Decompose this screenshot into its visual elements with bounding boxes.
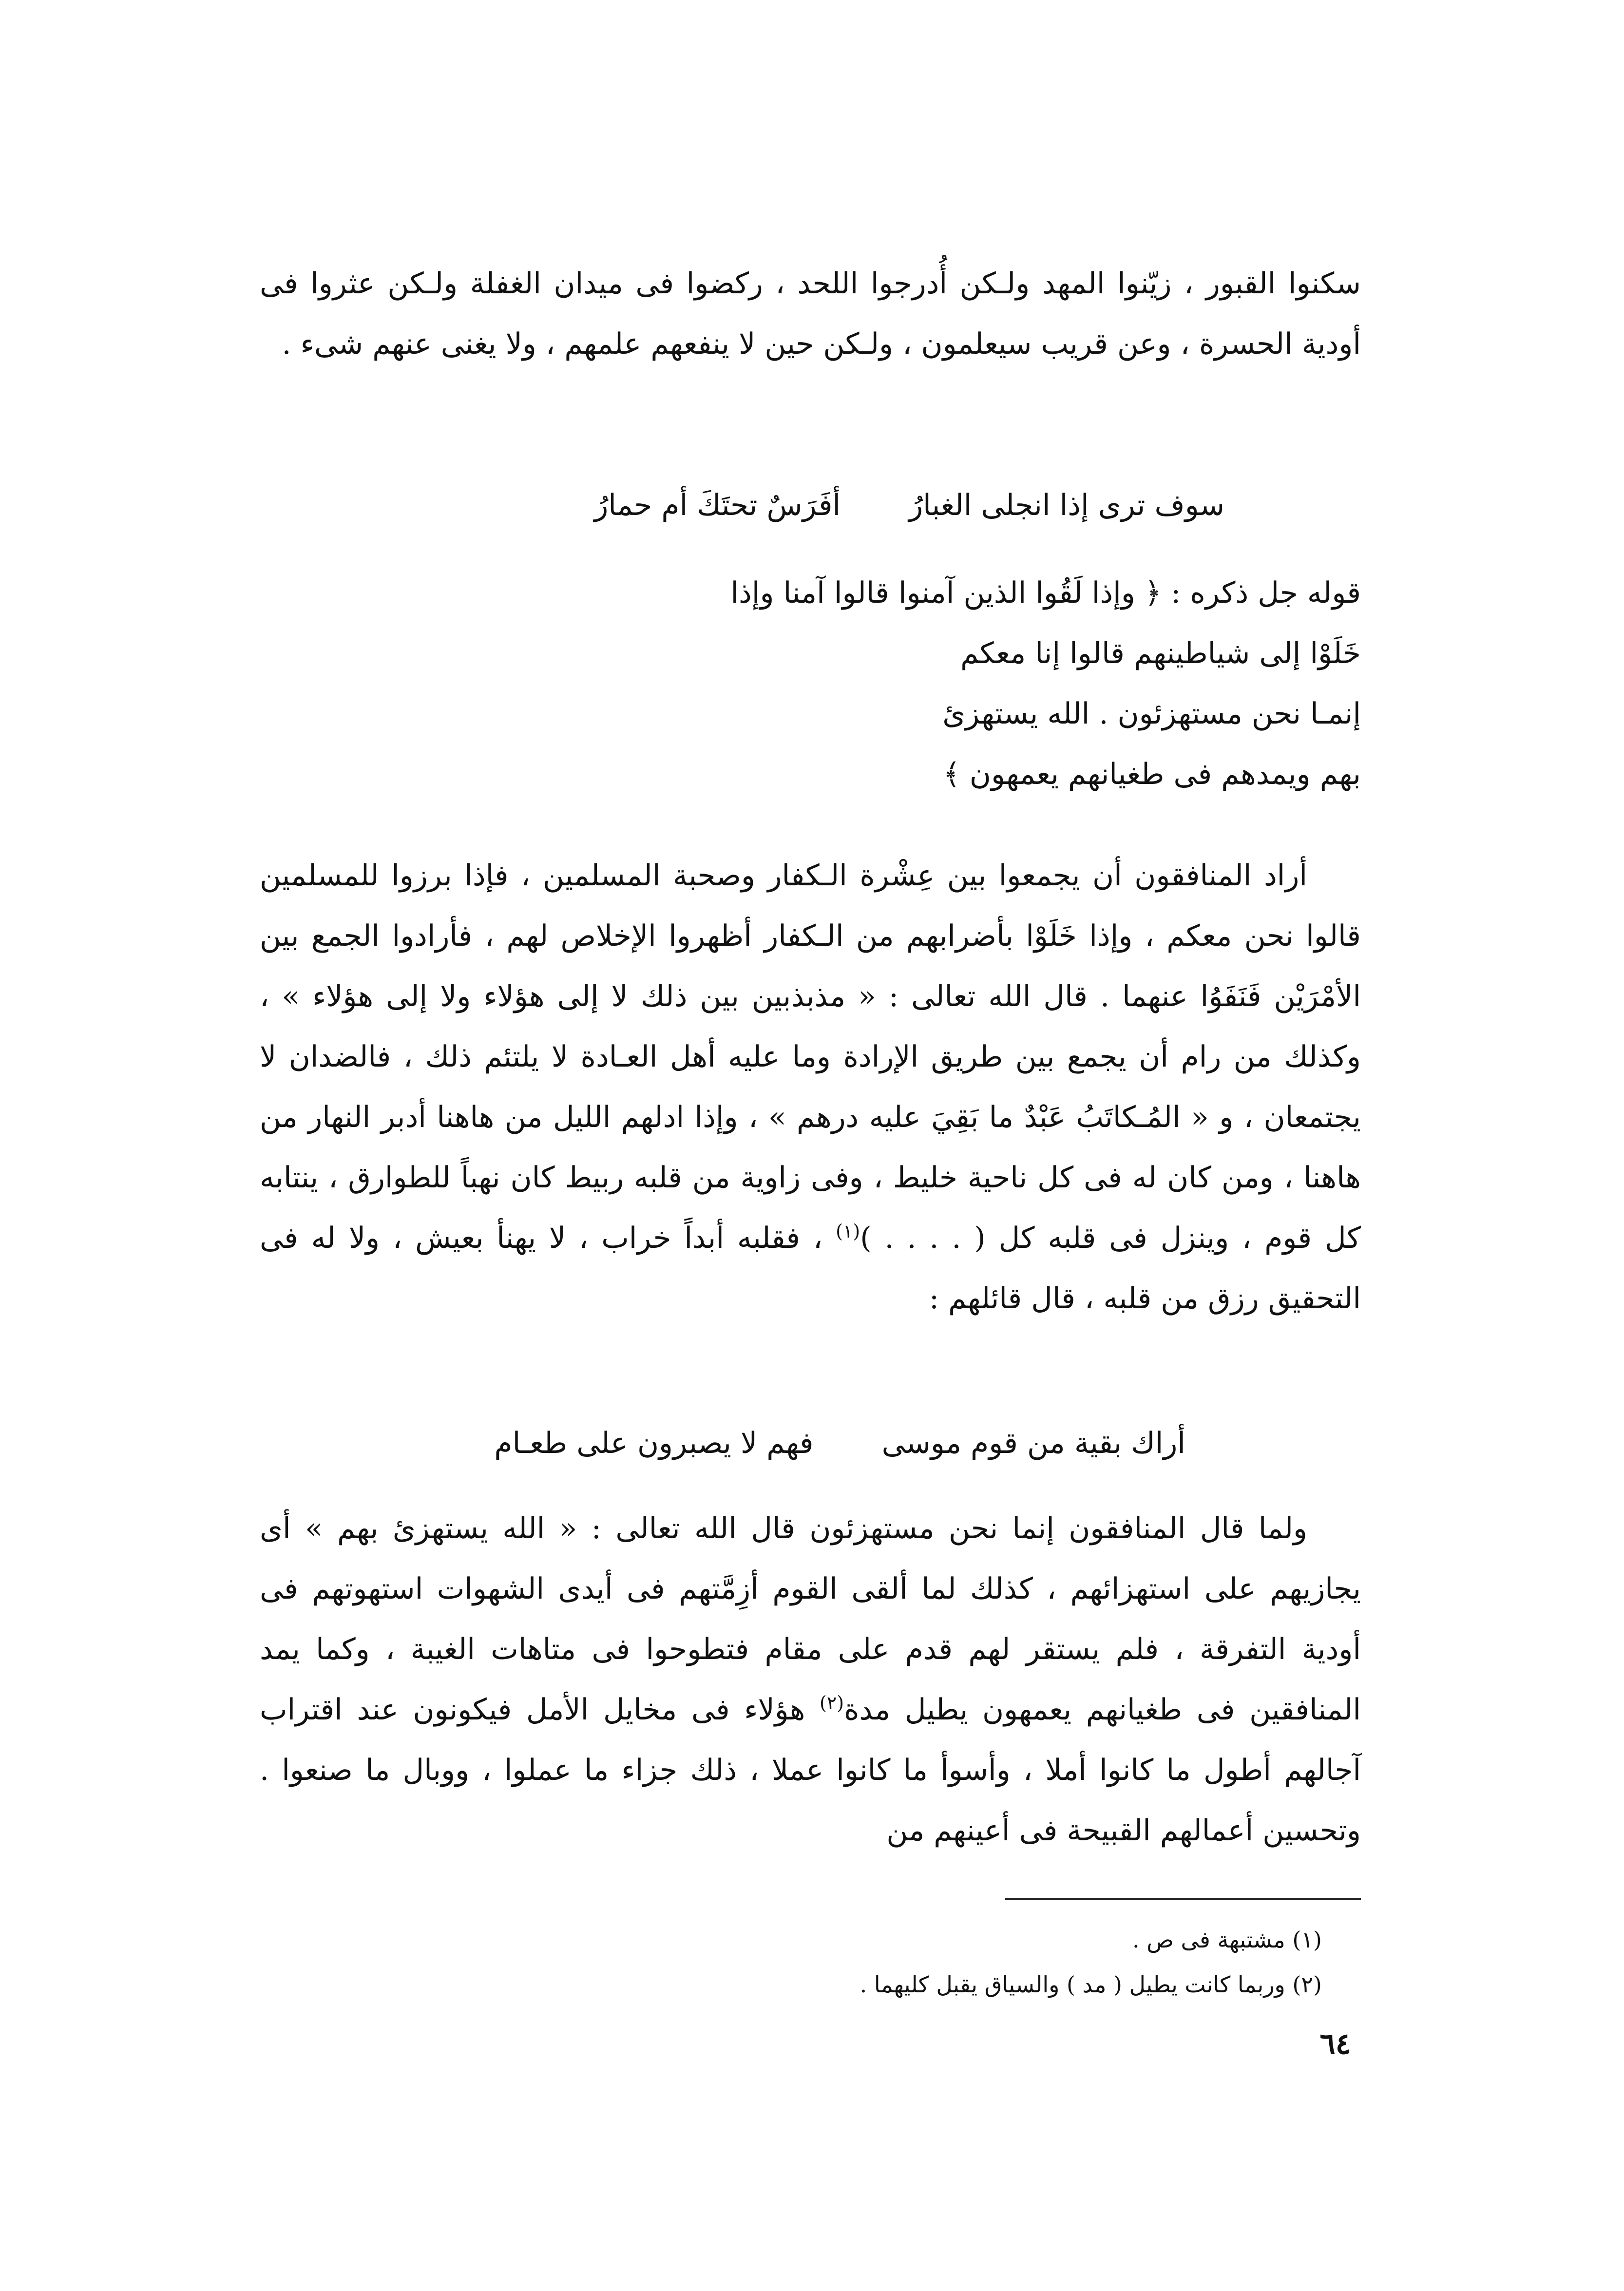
footnote-2: (٢) وربما كانت يطيل ( مد ) والسياق يقبل كليهما .	[860, 1971, 1322, 1998]
footnote-marker-2: (٢)	[820, 1692, 844, 1714]
footnote-1: (١) مشتبهة فى ص .	[1132, 1927, 1322, 1953]
quran-line-1: قوله جل ذكره : ﴿ وإذا لَقُوا الذين آمنوا قالوا آمنا وإذا	[730, 576, 1361, 610]
page-number: ٦٤	[1319, 2027, 1351, 2061]
paragraph-commentary-text-2: ، فقلبه أبداً خراب ، لا يهنأ بعيش ، ولا له فى التحقيق رزق من قلبه ، قال قائلهم :	[260, 1221, 1361, 1316]
paragraph-intro	[260, 253, 1361, 374]
quran-line-2: خَلَوْا إلى شياطينهم قالوا إنا معكم	[960, 636, 1361, 670]
paragraph-intro-text: سكنوا القبور ، زيّنوا المهد ولـكن أُدرجوا اللحد ، ركضوا فى ميدان الغفلة ولـكن عثروا فى أودية الحسرة ، وعن قريب سيعلمون ، ولـكن حين لا ينفعهم علمهم ، ولا يغنى عنهم شىء .	[260, 267, 1361, 361]
quran-line-4: بهم ويمدهم فى طغيانهم يعمهون ﴾	[943, 757, 1361, 791]
quran-verse-block	[630, 563, 1361, 804]
footnote-marker-1: (١)	[836, 1221, 860, 1242]
footnote-separator-rule	[1005, 1898, 1361, 1900]
quran-line-3: إنمـا نحن مستهزئون . الله يستهزئ	[942, 697, 1361, 731]
paragraph-closing	[260, 1498, 1361, 1861]
paragraph-closing-text-2: هؤلاء فى مخايل الأمل فيكونون عند اقتراب آجالهم أطول ما كانوا أملا ، وأسوأ ما كانوا عملا ، ذلك جزاء ما عملوا ، ووبال ما صنعوا . وتحسين أعمالهم القبيحة فى أعينهم من	[260, 1693, 1361, 1848]
paragraph-commentary-text-1: أراد المنافقون أن يجمعوا بين عِشْرة الـكفار وصحبة المسلمين ، فإذا برزوا للمسلمين قالوا نحن معكم ، وإذا خَلَوْا بأضرابهم من الـكفار أظهروا الإخلاص لهم ، فأرادوا الجمع بين الأمْرَيْن فَنَفَوُا عنهما . قال الله تعالى : « مذبذبين بين ذلك لا إلى هؤلاء ولا إلى هؤلاء » ، وكذلك من رام أن يجمع بين طريق الإرادة وما عليه أهل العـادة لا يلتئم ذلك ، فالضدان لا يجتمعان ، و « المُـكاتَبُ عَبْدٌ ما بَقِيَ عليه درهم » ، وإذا ادلهم الليل من هاهنا أدبر النهار من هاهنا ، ومن كان له فى كل ناحية خليط ، وفى زاوية من قلبه ربيط كان نهباً للطوارق ، ينتابه كل قوم ، وينزل فى قلبه كل ( . . . . )	[260, 859, 1361, 1255]
poetry-verse-2	[494, 1413, 1185, 1473]
verse-2-left-hemistich: فهم لا يصبرون على طعـام	[494, 1426, 814, 1460]
verse-1-left-hemistich: أفَرَسٌ تحتَكَ أم حمارُ	[594, 488, 841, 522]
footnotes	[591, 1917, 1322, 2007]
verse-2-right-hemistich: أراك بقية من قوم موسى	[881, 1426, 1185, 1460]
paragraph-closing-text-1: ولما قال المنافقون إنما نحن مستهزئون قال الله تعالى : « الله يستهزئ بهم » أى يجازيهم على استهزائهم ، كذلك لما ألقى القوم أزِمَّتهم فى أيدى الشهوات استهوتهم فى أودية التفرقة ، فلم يستقر لهم قدم على مقام فتطوحوا فى متاهات الغيبة ، وكما يمد المنافقين فى طغيانهم يعمهون يطيل مدة	[260, 1511, 1361, 1727]
paragraph-commentary	[260, 845, 1361, 1329]
verse-1-right-hemistich: سوف ترى إذا انجلى الغبارُ	[909, 488, 1224, 522]
poetry-verse-1	[594, 475, 1224, 535]
